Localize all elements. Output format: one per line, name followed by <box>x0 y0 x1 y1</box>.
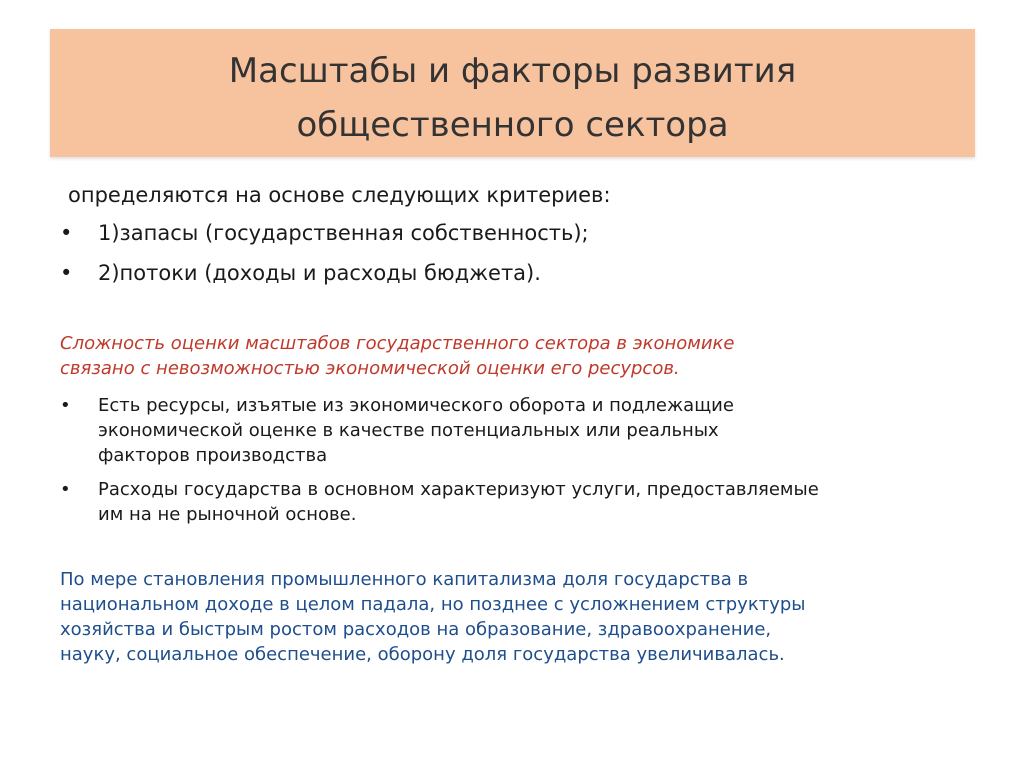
paragraph-line: По мере становления промышленного капитализма доля государства в <box>60 569 749 590</box>
title-banner <box>50 29 975 157</box>
complexity-note <box>60 331 940 381</box>
point-line: Есть ресурсы, изъятые из экономического оборота и подлежащие <box>98 395 734 416</box>
bullet-icon: • <box>60 395 71 416</box>
paragraph-line: хозяйства и быстрым ростом расходов на образование, здравоохранение, <box>60 619 772 640</box>
point-line: факторов производства <box>98 445 328 466</box>
note-line: связано с невозможностью экономической оценки его ресурсов. <box>60 358 680 379</box>
paragraph-line: науку, социальное обеспечение, оборону доля государства увеличивалась. <box>60 644 785 665</box>
slide-title-line-2: общественного сектора <box>296 105 729 145</box>
point-item <box>60 393 980 468</box>
criteria-item-text: 1)запасы (государственная собственность); <box>98 221 589 245</box>
bullet-icon: • <box>60 479 71 500</box>
criteria-item <box>60 219 589 247</box>
note-line: Сложность оценки масштабов государственного сектора в экономике <box>60 333 735 354</box>
point-line: экономической оценке в качестве потенциальных или реальных <box>98 420 719 441</box>
bullet-icon: • <box>60 261 73 285</box>
criteria-intro: определяются на основе следующих критериев: <box>68 183 611 207</box>
point-line: Расходы государства в основном характеризуют услуги, предоставляемые <box>98 479 819 500</box>
bullet-icon: • <box>60 221 73 245</box>
point-text <box>98 477 980 527</box>
criteria-item-text: 2)потоки (доходы и расходы бюджета). <box>98 261 541 285</box>
point-line: им на не рыночной основе. <box>98 504 357 525</box>
slide-title-line-1: Масштабы и факторы развития <box>228 51 797 91</box>
criteria-item <box>60 259 541 287</box>
paragraph-line: национальном доходе в целом падала, но позднее с усложнением структуры <box>60 594 806 615</box>
point-item <box>60 477 980 527</box>
point-text <box>98 393 980 468</box>
history-paragraph <box>60 567 980 667</box>
